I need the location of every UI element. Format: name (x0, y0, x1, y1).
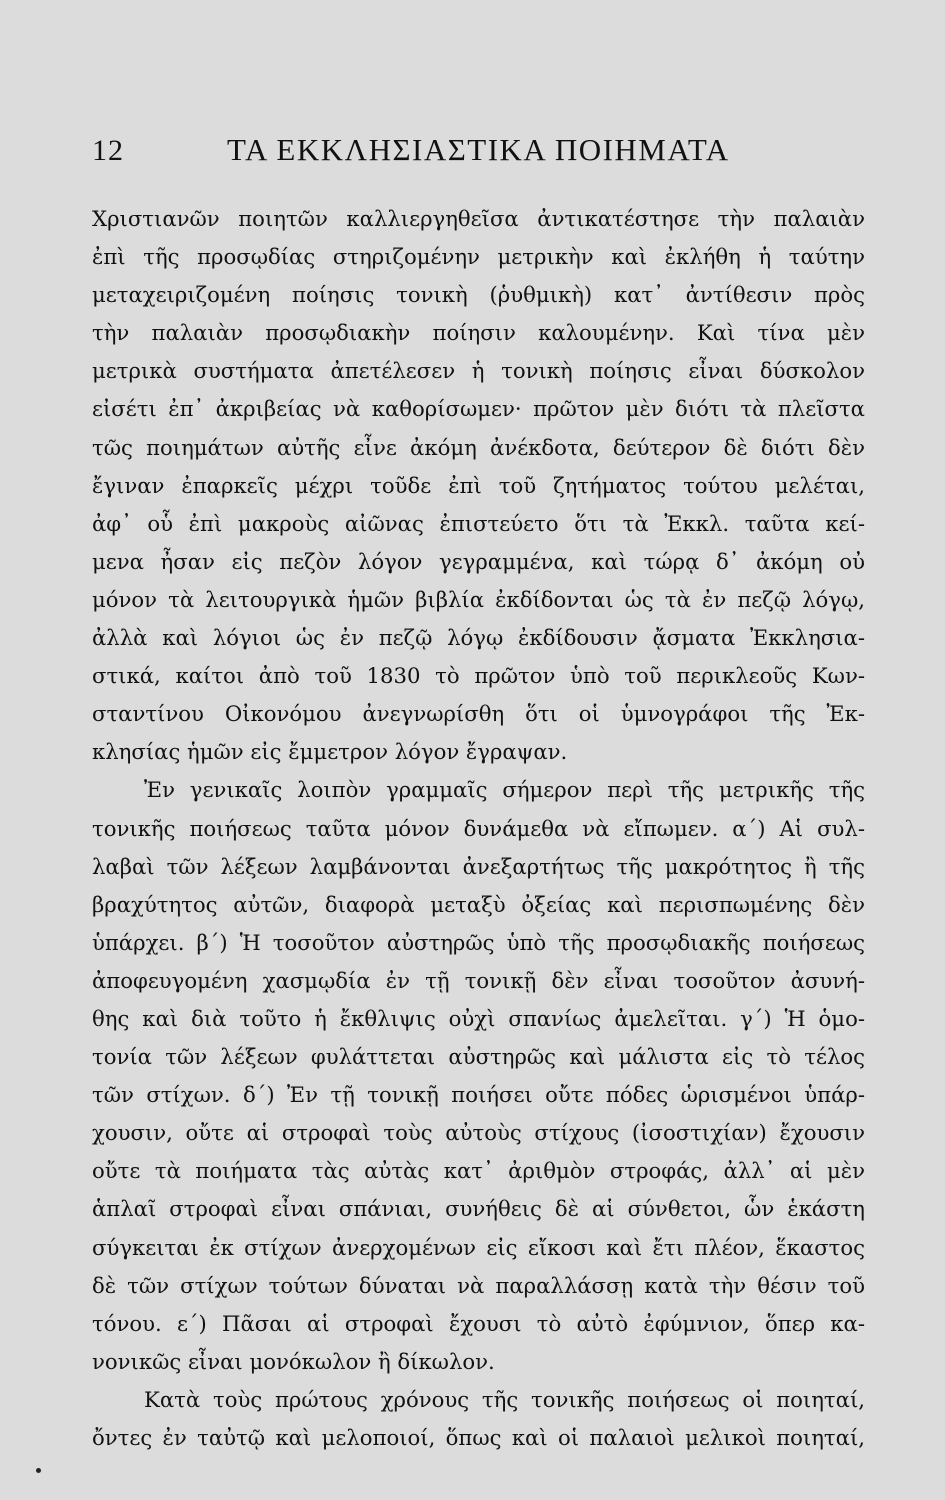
text-line: λαβαὶ τῶν λέξεων λαμβάνονται ἀνεξαρτήτως τῆς μακρότητος ἢ τῆς (92, 853, 865, 879)
text-line: ἁπλαῖ στροφαὶ εἶναι σπάνιαι, συνήθεις δὲ αἱ σύνθετοι, ὧν ἑκάστη (92, 1196, 865, 1222)
text-line: τῶς ποιημάτων αὐτῆς εἶνε ἀκόμη ἀνέκδοτα, δεύτερον δὲ διότι δὲν (92, 434, 865, 460)
text-line: δὲ τῶν στίχων τούτων δύναται νὰ παραλλάσσῃ κατὰ τὴν θέσιν τοῦ (92, 1272, 865, 1298)
body-text (92, 200, 865, 1457)
text-line: στικά, καίτοι ἀπὸ τοῦ 1830 τὸ πρῶτον ὑπὸ τοῦ περικλεοῦς Κων- (92, 663, 865, 689)
text-line: Κατὰ τοὺς πρώτους χρόνους τῆς τονικῆς ποιήσεως οἱ ποιηταί, (144, 1386, 865, 1412)
running-header (92, 132, 865, 192)
text-line: χουσιν, οὔτε αἱ στροφαὶ τοὺς αὐτοὺς στίχους (ἰσοστιχίαν) ἔχουσιν (92, 1120, 865, 1146)
text-line: ἐπὶ τῆς προσῳδίας στηριζομένην μετρικὴν καὶ ἐκλήθη ἡ ταύτην (92, 244, 865, 270)
text-line: τόνου. ε΄) Πᾶσαι αἱ στροφαὶ ἔχουσι τὸ αὐτὸ ἐφύμνιον, ὅπερ κα- (92, 1310, 865, 1336)
text-line: βραχύτητος αὐτῶν, διαφορὰ μεταξὺ ὀξείας καὶ περισπωμένης δὲν (92, 891, 865, 917)
text-line: μεταχειριζομένη ποίησις τονικὴ (ῥυθμικὴ) κατ᾽ ἀντίθεσιν πρὸς (92, 282, 865, 308)
text-line: ἔγιναν ἐπαρκεῖς μέχρι τοῦδε ἐπὶ τοῦ ζητήματος τούτου μελέται, (92, 472, 865, 498)
text-line: ἀφ᾽ οὗ ἐπὶ μακροὺς αἰῶνας ἐπιστεύετο ὅτι τὰ Ἐκκλ. ταῦτα κεί- (92, 510, 865, 536)
text-line: νονικῶς εἶναι μονόκωλον ἢ δίκωλον. (92, 1348, 495, 1374)
text-line: κλησίας ἡμῶν εἰς ἔμμετρον λόγον ἔγραψαν. (92, 739, 568, 765)
text-line: σύγκειται ἐκ στίχων ἀνερχομένων εἰς εἴκοσι καὶ ἔτι πλέον, ἕκαστος (92, 1234, 865, 1260)
text-line: τὴν παλαιὰν προσῳδιακὴν ποίησιν καλουμένην. Καὶ τίνα μὲν (92, 320, 865, 346)
running-title: ΤΑ ΕΚΚΛΗΣΙΑΣΤΙΚΑ ΠΟΙΗΜΑΤΑ (227, 132, 730, 167)
page-number: 12 (92, 134, 124, 167)
text-line: τονία τῶν λέξεων φυλάττεται αὐστηρῶς καὶ μάλιστα εἰς τὸ τέλος (92, 1044, 865, 1070)
text-line: θης καὶ διὰ τοῦτο ἡ ἔκθλιψις οὐχὶ σπανίως ἀμελεῖται. γ΄) Ἡ ὁμο- (92, 1005, 865, 1031)
text-line: Ἐν γενικαῖς λοιπὸν γραμμαῖς σήμερον περὶ τῆς μετρικῆς τῆς (144, 777, 865, 803)
text-line: μόνον τὰ λειτουργικὰ ἡμῶν βιβλία ἐκδίδονται ὡς τὰ ἐν πεζῷ λόγῳ, (92, 586, 865, 612)
text-line: σταντίνου Οἰκονόμου ἀνεγνωρίσθη ὅτι οἱ ὑμνογράφοι τῆς Ἐκ- (92, 701, 865, 727)
text-line: ὄντες ἐν ταὐτῷ καὶ μελοποιοί, ὅπως καὶ οἱ παλαιοὶ μελικοὶ ποιηταί, (92, 1425, 865, 1450)
text-line: οὔτε τὰ ποιήματα τὰς αὐτὰς κατ᾽ ἀριθμὸν στροφάς, ἀλλ᾽ αἱ μὲν (92, 1158, 865, 1184)
text-line: ὑπάρχει. β΄) Ἡ τοσοῦτον αὐστηρῶς ὑπὸ τῆς προσῳδιακῆς ποιήσεως (92, 929, 865, 955)
ink-speck (36, 1468, 41, 1473)
text-line: τονικῆς ποιήσεως ταῦτα μόνον δυνάμεθα νὰ εἴπωμεν. α΄) Αἱ συλ- (92, 815, 865, 841)
text-line: μενα ἦσαν εἰς πεζὸν λόγον γεγραμμένα, καὶ τώρᾳ δ᾽ ἀκόμη οὐ (92, 548, 865, 574)
text-line: εἰσέτι ἐπ᾽ ἀκριβείας νὰ καθορίσωμεν· πρῶτον μὲν διότι τὰ πλεῖστα (92, 396, 865, 422)
text-line: τῶν στίχων. δ΄) Ἐν τῇ τονικῇ ποιήσει οὔτε πόδες ὡρισμένοι ὑπάρ- (92, 1082, 865, 1108)
text-line: ἀλλὰ καὶ λόγιοι ὡς ἐν πεζῷ λόγῳ ἐκδίδουσιν ᾄσματα Ἐκκλησια- (92, 625, 865, 651)
text-line: Χριστιανῶν ποιητῶν καλλιεργηθεῖσα ἀντικατέστησε τὴν παλαιὰν (92, 206, 865, 231)
text-line: μετρικὰ συστήματα ἀπετέλεσεν ἡ τονικὴ ποίησις εἶναι δύσκολον (92, 358, 865, 384)
text-line: ἀποφευγομένη χασμῳδία ἐν τῇ τονικῇ δὲν εἶναι τοσοῦτον ἀσυνή- (92, 967, 865, 993)
